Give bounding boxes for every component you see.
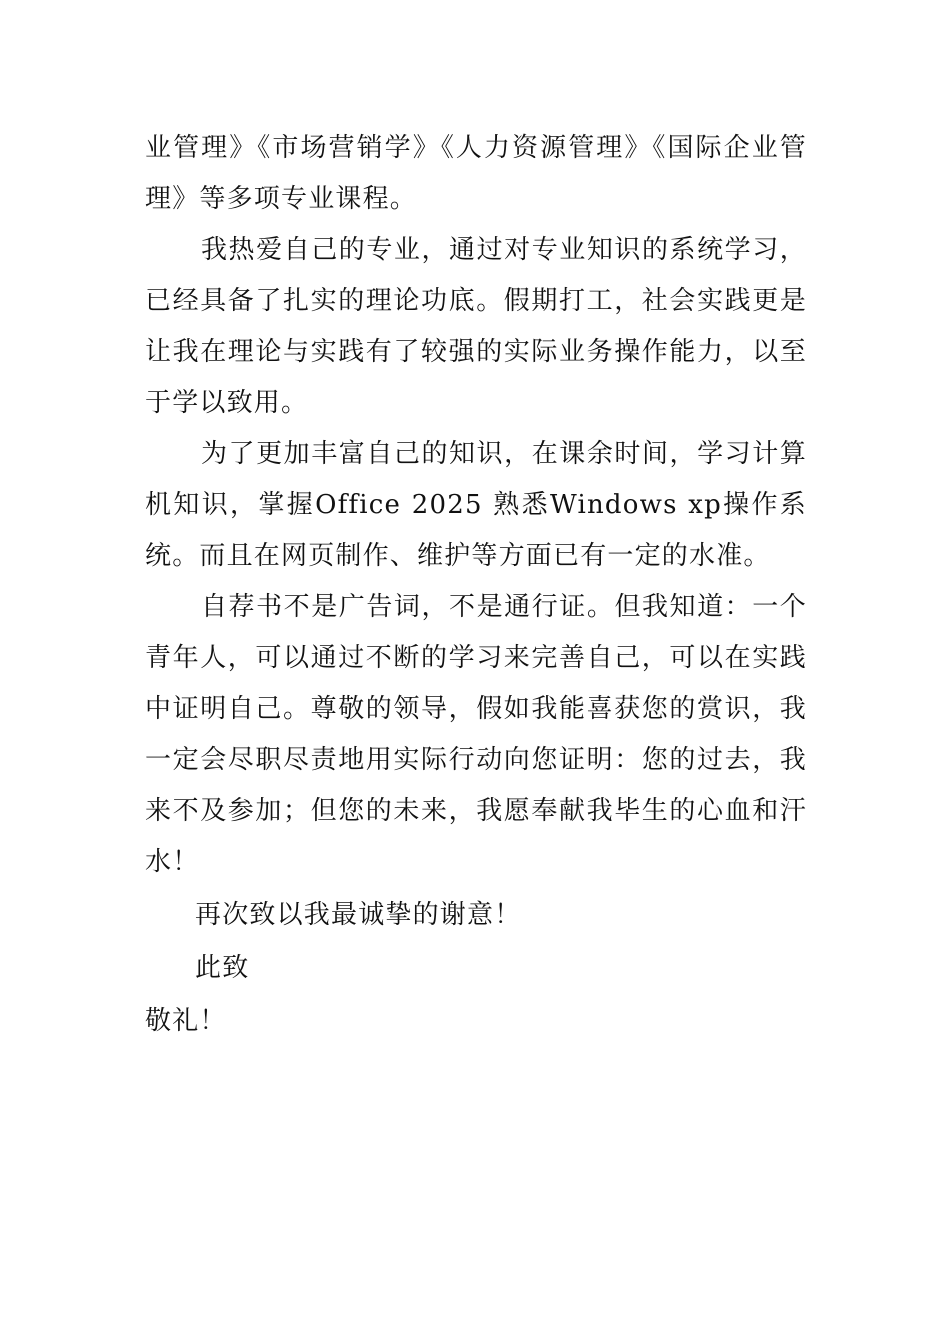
paragraph-major: 我热爱自己的专业，通过对专业知识的系统学习，已经具备了扎实的理论功底。假期打工，社会实践更是让我在理论与实践有了较强的实际业务操作能力，以至于学以致用。 bbox=[145, 235, 807, 418]
thanks-line: 再次致以我最诚挚的谢意！ bbox=[195, 900, 522, 930]
paragraph-courses: 业管理》《市场营销学》《人力资源管理》《国际企业管理》等多项专业课程。 bbox=[145, 133, 807, 214]
closing-line: 此致 bbox=[195, 953, 250, 983]
salutation-line: 敬礼！ bbox=[145, 1006, 227, 1036]
paragraph-computer-skills: 为了更加丰富自己的知识，在课余时间，学习计算机知识，掌握Office 2025 熟悉Windows xp操作系统。而且在网页制作、维护等方面已有一定的水准。 bbox=[145, 439, 807, 571]
paragraph-self-recommendation: 自荐书不是广告词，不是通行证。但我知道：一个青年人，可以通过不断的学习来完善自己，可以在实践中证明自己。尊敬的领导，假如我能喜获您的赏识，我一定会尽职尽责地用实际行动向您证明：您的过去，我来不及参加；但您的未来，我愿奉献我毕生的心血和汗水！ bbox=[145, 592, 807, 877]
letter-body bbox=[145, 123, 807, 1047]
